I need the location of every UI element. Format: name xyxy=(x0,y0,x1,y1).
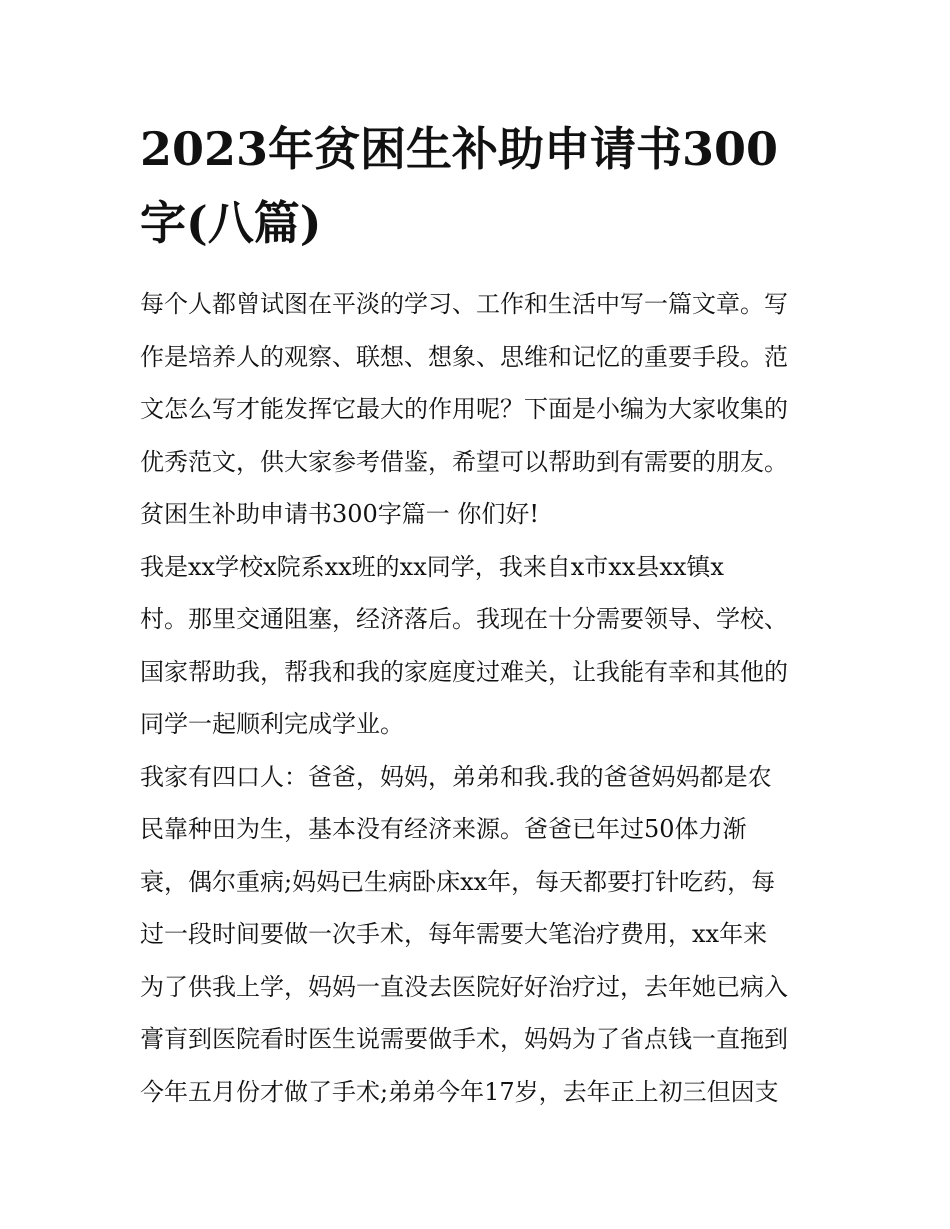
body-line: 国家帮助我，帮我和我的家庭度过难关，让我能有幸和其他的 xyxy=(140,657,788,686)
title-line-1: 2023年贫困生补助申请书300 xyxy=(140,122,779,176)
body-line: 优秀范文，供大家参考借鉴，希望可以帮助到有需要的朋友。 xyxy=(140,447,788,476)
title-line-2: 字(八篇) xyxy=(140,196,322,250)
document-body xyxy=(140,278,820,1118)
body-line: 为了供我上学，妈妈一直没去医院好好治疗过，去年她已病入 xyxy=(140,972,788,1001)
body-line: 我家有四口人：爸爸，妈妈，弟弟和我.我的爸爸妈妈都是农 xyxy=(140,762,772,791)
body-line: 村。那里交通阻塞，经济落后。我现在十分需要领导、学校、 xyxy=(140,605,788,633)
document-title xyxy=(140,112,820,260)
section-heading-line: 贫困生补助申请书300字篇一 你们好! xyxy=(140,500,540,528)
body-line: 今年五月份才做了手术;弟弟今年17岁，去年正上初三但因支 xyxy=(140,1077,779,1106)
body-line: 衰，偶尔重病;妈妈已生病卧床xx年，每天都要打针吃药，每 xyxy=(140,867,776,896)
body-line: 作是培养人的观察、联想、想象、思维和记忆的重要手段。范 xyxy=(140,342,788,371)
body-line: 膏肓到医院看时医生说需要做手术，妈妈为了省点钱一直拖到 xyxy=(140,1025,788,1053)
body-line: 同学一起顺利完成学业。 xyxy=(140,710,404,738)
body-line: 每个人都曾试图在平淡的学习、工作和生活中写一篇文章。写 xyxy=(140,290,788,318)
body-line: 过一段时间要做一次手术，每年需要大笔治疗费用，xx年来 xyxy=(140,920,768,948)
body-line: 我是xx学校x院系xx班的xx同学，我来自x市xx县xx镇x xyxy=(140,552,724,581)
body-line: 民靠种田为生，基本没有经济来源。爸爸已年过50体力渐 xyxy=(140,815,747,843)
body-line: 文怎么写才能发挥它最大的作用呢？下面是小编为大家收集的 xyxy=(140,395,788,423)
